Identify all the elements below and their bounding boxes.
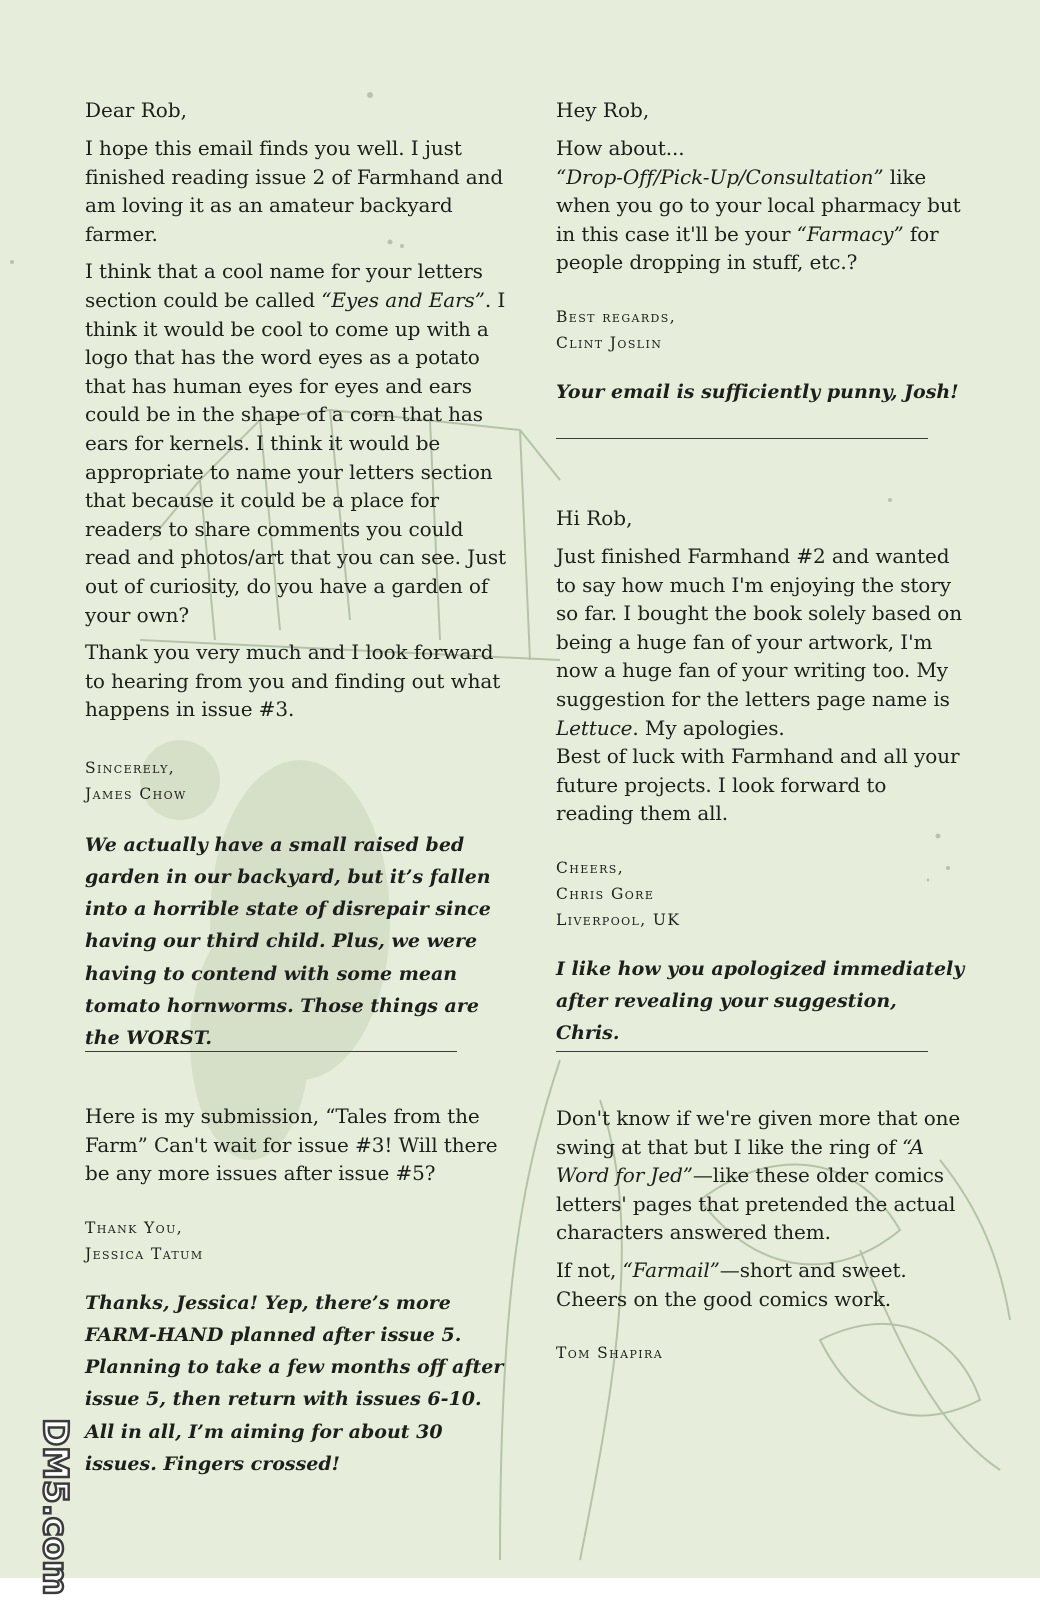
letter-signoff: Thank You, [85, 1218, 184, 1237]
section-divider [85, 1051, 457, 1052]
letter-paragraph: Best of luck with Farmhand and all your future projects. I look forward to reading them all. [556, 744, 960, 826]
letter-paragraph: Don't know if we're given more that one swing at that but I like the ring of “A Word for Jed”—like these older comics letters' pages that pretended the actual characters answered them. [556, 1106, 961, 1245]
editor-reply: Thanks, Jessica! Yep, there’s more FARM-HAND planned after issue 5. Planning to take a few months off after issue 5, then return with issues 6-10. All in all, I’m aiming for about 30 issues. Fingers crossed! [85, 1291, 504, 1475]
letter-paragraph: I think that a cool name for your letters section could be called “Eyes and Ears”. I think it would be cool to come up with a logo that has the word eyes as a potato that has human eyes for eyes and ears could be in the shape of a corn that has ears for kernels. I think it would be appropriate to name your letters section that because it could be a place for readers to share comments you could read and photos/art that you can see. Just out of curiosity, do you have a garden of your own? [85, 259, 506, 627]
section-divider [556, 1051, 928, 1052]
letter-greeting: Dear Rob, [85, 98, 187, 122]
letter-paragraph: Here is my submission, “Tales from the Farm” Can't wait for issue #3! Will there be any more issues after issue #5? [85, 1104, 498, 1186]
letter-author: Tom Shapira [556, 1344, 664, 1363]
letter-signoff: Best regards, [556, 307, 677, 326]
editor-reply: We actually have a small raised bed garden in our backyard, but it’s fallen into a horrible state of disrepair since having our third child. Plus, we were having to contend with some mean tomato hornworms. Those things are the WORST. [85, 833, 491, 1050]
watermark-text: DM5.com [35, 1418, 75, 1596]
letter-clint-joslin [556, 96, 966, 408]
editor-reply: I like how you apologized immediately after revealing your suggestion, Chris. [556, 957, 965, 1045]
letter-author: Clint Joslin [556, 333, 663, 352]
letter-greeting: Hi Rob, [556, 506, 633, 530]
editor-reply: Your email is sufficiently punny, Josh! [556, 380, 959, 403]
letter-paragraph: I hope this email finds you well. I just finished reading issue 2 of Farmhand and am loving it as an amateur backyard farmer. [85, 136, 504, 246]
letter-james-chow [85, 96, 515, 1054]
letter-paragraph: Thank you very much and I look forward to hearing from you and finding out what happens in issue #3. [85, 640, 501, 722]
letter-tom-shapira [556, 1104, 966, 1366]
letter-location: Liverpool, UK [556, 910, 681, 929]
letter-author: Jessica Tatum [85, 1244, 204, 1263]
letter-signoff: Cheers, [556, 858, 625, 877]
letter-paragraph: If not, “Farmail”—short and sweet. Cheers on the good comics work. [556, 1257, 907, 1311]
letter-author: James Chow [85, 784, 187, 803]
letter-signoff: Sincerely, [85, 758, 176, 777]
section-divider [556, 438, 928, 439]
letter-author: Chris Gore [556, 884, 655, 903]
letter-chris-gore [556, 504, 966, 1050]
dm5-watermark-logo [14, 1414, 75, 1596]
letter-jessica-tatum [85, 1102, 515, 1480]
letter-paragraph: Just finished Farmhand #2 and wanted to say how much I'm enjoying the story so far. I bought the book solely based on being a huge fan of your artwork, I'm now a huge fan of your writing too. My suggestion for the letters page name is Lettuce. My apologies. [556, 544, 962, 740]
letter-greeting: Hey Rob, [556, 98, 650, 122]
letter-paragraph: How about... “Drop-Off/Pick-Up/Consultation” like when you go to your local pharmacy but in this case it'll be your “Farmacy” for people dropping in stuff, etc.? [556, 136, 961, 275]
